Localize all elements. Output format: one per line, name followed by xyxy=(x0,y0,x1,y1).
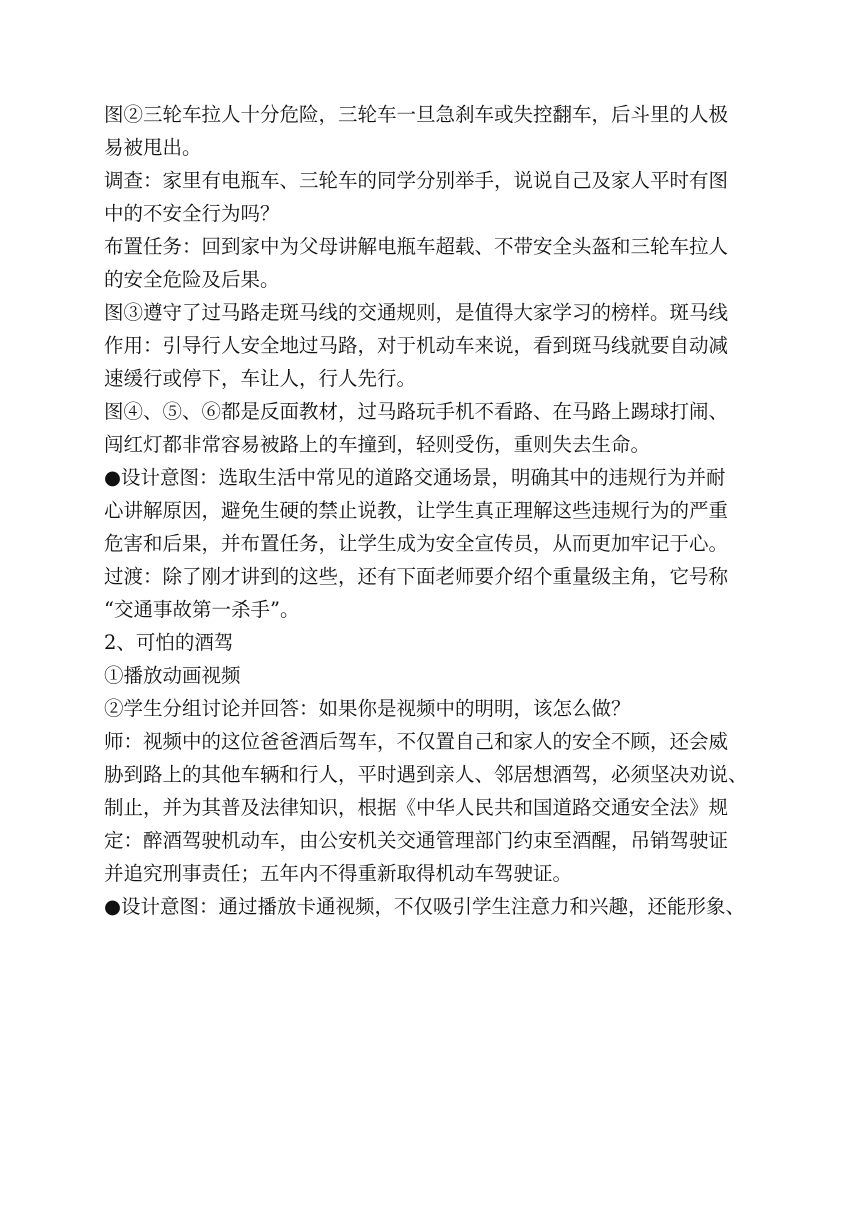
document-body xyxy=(104,98,764,923)
text-line: 定：醉酒驾驶机动车，由公安机关交通管理部门约束至酒醒，吊销驾驶证 xyxy=(104,829,729,852)
text-line: ②学生分组讨论并回答：如果你是视频中的明明，该怎么做？ xyxy=(104,697,631,720)
text-line: 并追究刑事责任；五年内不得重新取得机动车驾驶证。 xyxy=(104,862,573,885)
text-line: 师：视频中的这位爸爸酒后驾车，不仅置自己和家人的安全不顾，还会威 xyxy=(104,730,729,753)
text-line: 过渡：除了刚才讲到的这些，还有下面老师要介绍个重量级主角，它号称 xyxy=(104,565,729,588)
text-line: 图④、⑤、⑥都是反面教材，过马路玩手机不看路、在马路上踢球打闹、 xyxy=(104,400,729,423)
text-line: 制止，并为其普及法律知识，根据《中华人民共和国道路交通安全法》规 xyxy=(104,796,729,819)
text-line: 闯红灯都非常容易被路上的车撞到，轻则受伤，重则失去生命。 xyxy=(104,433,651,456)
section-heading: 2、可怕的酒驾 xyxy=(104,631,234,654)
text-line: 的安全危险及后果。 xyxy=(104,268,280,291)
text-line: 易被甩出。 xyxy=(104,136,202,159)
text-line: 胁到路上的其他车辆和行人，平时遇到亲人、邻居想酒驾，必须坚决劝说、 xyxy=(104,763,748,786)
text-line: 图②三轮车拉人十分危险，三轮车一旦急刹车或失控翻车，后斗里的人极 xyxy=(104,103,729,126)
text-line: 图③遵守了过马路走斑马线的交通规则，是值得大家学习的榜样。斑马线 xyxy=(104,301,729,324)
text-line: 危害和后果，并布置任务，让学生成为安全宣传员，从而更加牢记于心。 xyxy=(104,532,729,555)
text-line: 作用：引导行人安全地过马路，对于机动车来说，看到斑马线就要自动减 xyxy=(104,334,729,357)
text-line: 心讲解原因，避免生硬的禁止说教，让学生真正理解这些违规行为的严重 xyxy=(104,499,729,522)
text-line: 布置任务：回到家中为父母讲解电瓶车超载、不带安全头盔和三轮车拉人 xyxy=(104,235,729,258)
text-line: 速缓行或停下，车让人，行人先行。 xyxy=(104,367,417,390)
text-line: ①播放动画视频 xyxy=(104,664,241,687)
text-line: ●设计意图：选取生活中常见的道路交通场景，明确其中的违规行为并耐 xyxy=(104,466,726,489)
text-line: ●设计意图：通过播放卡通视频，不仅吸引学生注意力和兴趣，还能形象、 xyxy=(104,895,746,918)
text-line: 中的不安全行为吗？ xyxy=(104,202,280,225)
text-line: 调查：家里有电瓶车、三轮车的同学分别举手，说说自己及家人平时有图 xyxy=(104,169,729,192)
text-line: “交通事故第一杀手”。 xyxy=(104,598,300,621)
